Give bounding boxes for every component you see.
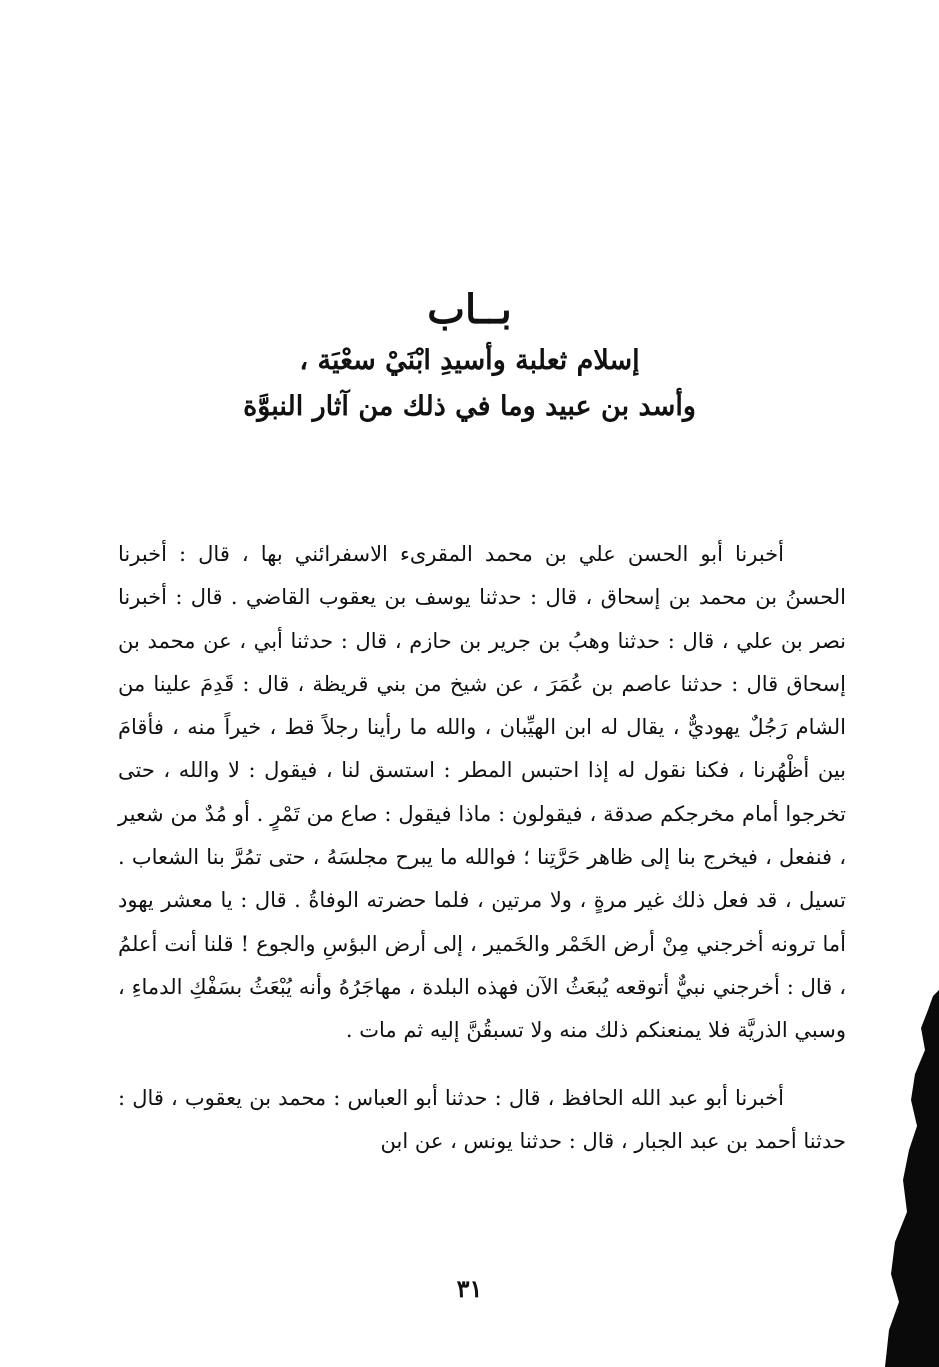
paragraph: أخبرنا أبو الحسن علي بن محمد المقرىء الاسفرائني بها ، قال : أخبرنا الحسنُ بن محمد بن إسحاق ، قال : حدثنا يوسف بن يعقوب القاضي . قال : أخبرنا نصر بن علي ، قال : حدثنا وهبُ بن جرير بن حازم ، قال : حدثنا أبي ، عن محمد بن إسحاق قال : حدثنا عاصم بن عُمَرَ ، عن شيخ من بني قريظة ، قال : قَدِمَ علينا من الشام رَجُلٌ يهوديٌّ ، يقال له ابن الهيِّبان ، والله ما رأينا رجلاً قط ، خيراً منه ، فأقامَ بين أظْهُرنا ، فكنا نقول له إذا احتبس المطر : استسق لنا ، فيقول : لا والله ، حتى تخرجوا أمام مخرجكم صدقة ، فيقولون : ماذا فيقول : صاع من تَمْرٍ . أو مُدٌ من شعير ، فنفعل ، فيخرج بنا إلى ظاهر حَرَّتِنا ؛ فوالله ما يبرح مجلسَهُ ، حتى تمُرَّ بنا الشعاب . تسيل ، قد فعل ذلك غير مرةٍ ، ولا مرتين ، فلما حضرته الوفاةُ . قال : يا معشر يهود أما ترونه أخرجني مِنْ أرض الخَمْر والخَمير ، إلى أرض البؤسِ والجوع ! قلنا أنت أعلمُ ، قال : أخرجني نبيٌّ أتوقعه يُبعَثُ الآن فهذه البلدة ، مهاجَرُهُ وأنه يُبْعَثُ بسَفْكِ الدماءِ ، وسبي الذريَّة فلا يمنعنكم ذلك منه ولا تسبقُنَّ إليه ثم مات . [118,542,846,1043]
chapter-heading [0,282,939,430]
paragraph: أخبرنا أبو عبد الله الحافظ ، قال : حدثنا أبو العباس : محمد بن يعقوب ، قال : حدثنا أحمد بن عبد الجبار ، قال : حدثنا يونس ، عن ابن [118,1085,846,1153]
chapter-label: بــاب [427,286,512,333]
chapter-title-line-1: إسلام ثعلبة وأسيدِ ابْنَيْ سعْيَة ، [299,345,640,376]
scan-edge-shadow [881,990,939,1367]
body-text [118,533,846,1163]
chapter-title-line-2: وأسد بن عبيد وما في ذلك من آثار النبوَّة [243,391,696,422]
page-number: ٣١ [456,1274,483,1303]
